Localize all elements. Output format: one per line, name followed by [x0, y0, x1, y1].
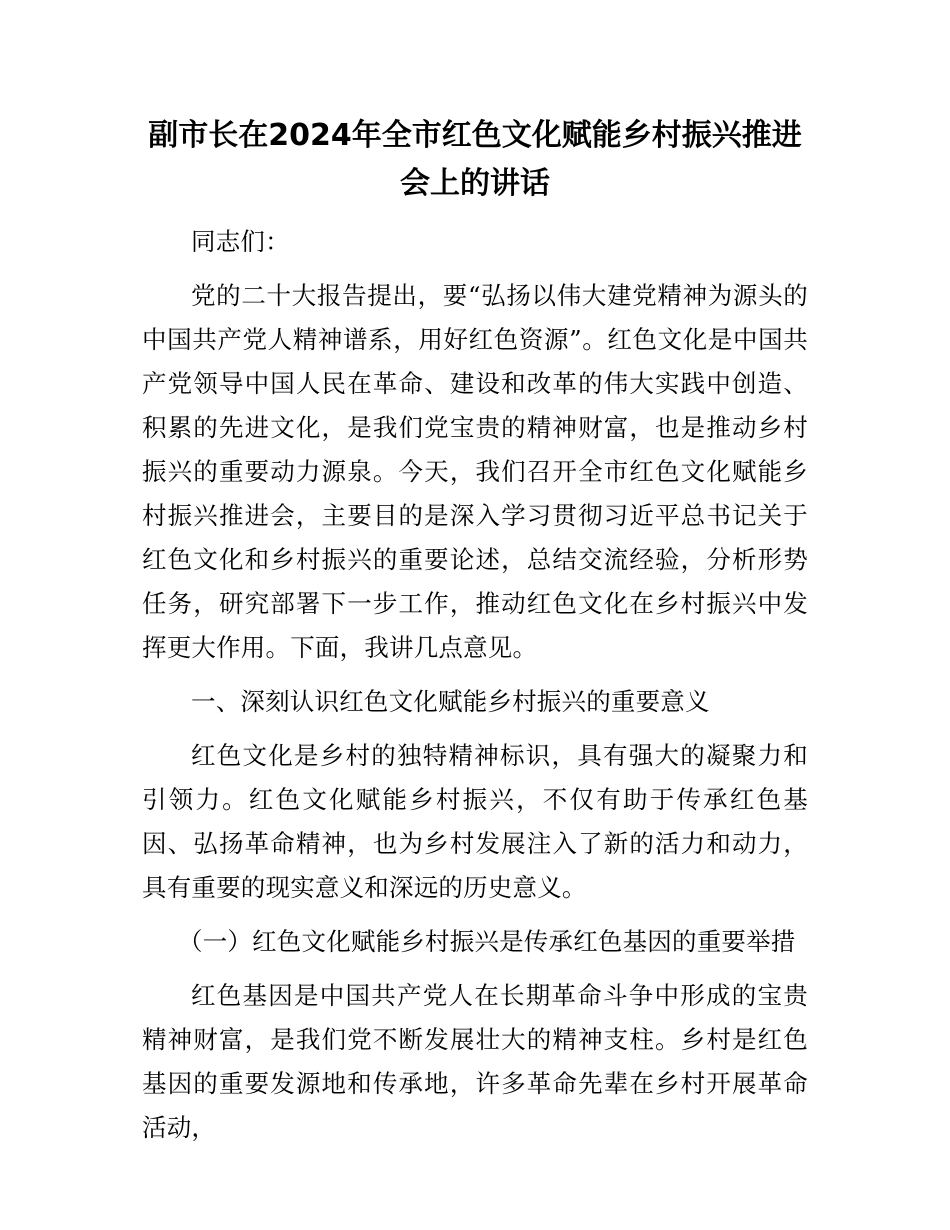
document-title: 副市长在2024年全市红色文化赋能乡村振兴推进会上的讲话 [148, 118, 802, 201]
section-heading-1: 一、深刻认识红色文化赋能乡村振兴的重要意义 [191, 687, 710, 716]
subsection-heading-1: （一）红色文化赋能乡村振兴是传承红色基因的重要举措 [178, 927, 796, 956]
paragraph-section-1: 红色文化是乡村的独特精神标识，具有强大的凝聚力和引领力。红色文化赋能乡村振兴，不仅有助于传承红色基因、弘扬革命精神，也为乡村发展注入了新的活力和动力，具有重要的现实意义和深远的历史意义。 [142, 741, 808, 902]
paragraph-subsection-1: 红色基因是中国共产党人在长期革命斗争中形成的宝贵精神财富，是我们党不断发展壮大的精神支柱。乡村是红色基因的重要发源地和传承地，许多革命先辈在乡村开展革命活动， [142, 981, 808, 1142]
document-page [142, 112, 808, 1150]
salutation: 同志们： [191, 227, 290, 256]
paragraph-intro: 党的二十大报告提出，要“弘扬以伟大建党精神为源头的中国共产党人精神谱系，用好红色资源”。红色文化是中国共产党领导中国人民在革命、建设和改革的伟大实践中创造、积累的先进文化，是我们党宝贵的精神财富，也是推动乡村振兴的重要动力源泉。今天，我们召开全市红色文化赋能乡村振兴推进会，主要目的是深入学习贯彻习近平总书记关于红色文化和乡村振兴的重要论述，总结交流经验，分析形势任务，研究部署下一步工作，推动红色文化在乡村振兴中发挥更大作用。下面，我讲几点意见。 [142, 281, 808, 662]
